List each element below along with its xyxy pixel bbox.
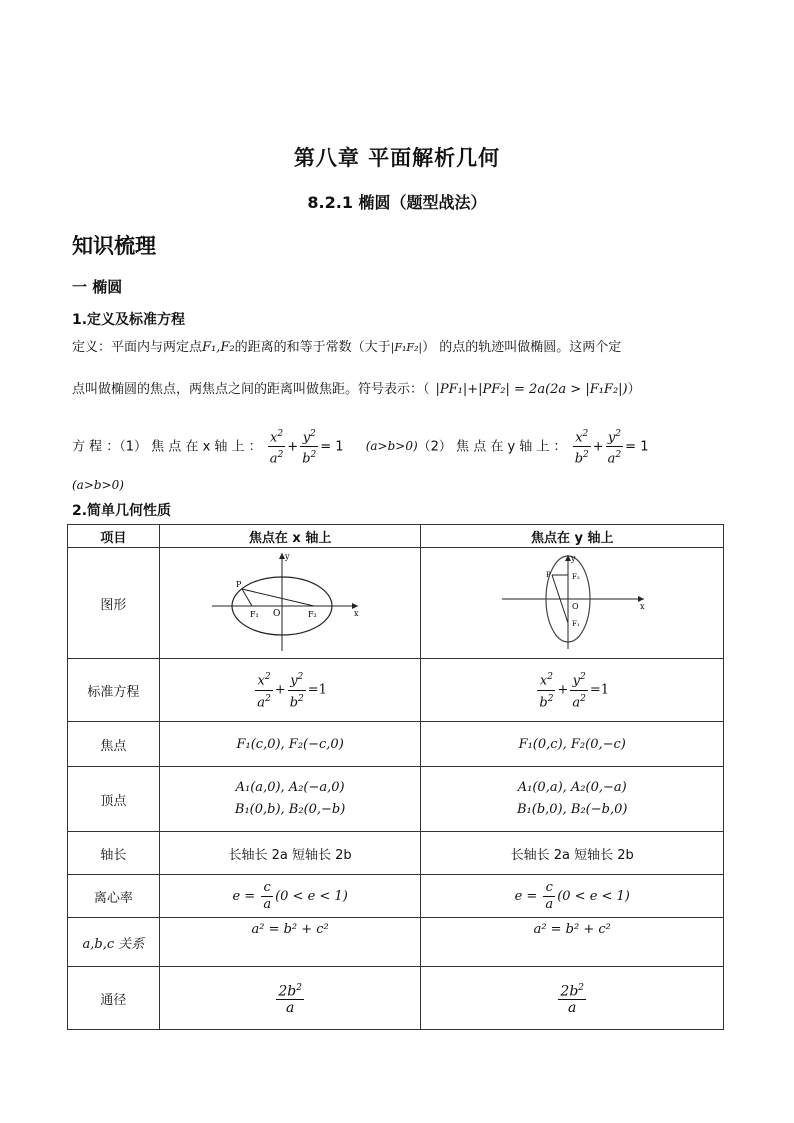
row-label-figure: 图形 (68, 548, 160, 659)
y-axis-label: y (571, 554, 576, 563)
ellipse-y-diagram (492, 551, 652, 651)
focus-f2-label: F₂ (308, 610, 317, 619)
focal-distance-symbol: |F₁F₂| (390, 341, 423, 354)
latus-rectum-y: $\frac{2b^2}{a}$ (421, 967, 724, 1030)
equation-line: 方 程 ：（1） 焦 点 在 x 轴 上 ： $\frac{x^2}{a^2}$ + $\frac{y^2}{b^2}$ = 1 (a>b>0)（2） 焦 点 在 y 轴 上 ： $\frac{x^2}{b^2}$ + $\frac{y^2}{a^2}$ = 1 (72, 426, 722, 470)
definition-formula: |PF₁|+|PF₂| = 2a(2a > |F₁F₂|) (435, 382, 628, 397)
std-eq-x: $\frac{x^2}{a^2}$ + $\frac{y^2}{b^2}$ =1 (159, 659, 421, 722)
table-row (68, 875, 724, 918)
table-row (68, 967, 724, 1030)
lesson-subtitle: 8.2.1 椭圆（题型战法） (307, 193, 487, 212)
eccentricity-y: e = $\frac{c}{a}$ (0 < e < 1) (421, 875, 724, 918)
point-p-label: P (546, 571, 551, 579)
relation-y: a² = b² + c² (421, 918, 724, 967)
topic-heading: 一 椭圆 (72, 278, 123, 296)
properties-table (67, 524, 724, 1030)
table-header-row (68, 525, 724, 548)
header-y-axis: 焦点在 y 轴上 (421, 525, 724, 548)
table-row (68, 548, 724, 659)
definition-line-2: 点叫做椭圆的焦点，两焦点之间的距离叫做焦距。符号表示：（ |PF₁|+|PF₂| = 2a(2a > |F₁F₂|)） (72, 382, 641, 397)
table-row (68, 722, 724, 767)
axis-length-y: 长轴长 2a 短轴长 2b (421, 832, 724, 875)
focus-x: F₁(c,0), F₂(−c,0) (159, 722, 421, 767)
definition-line-1: 定义：平面内与两定点F₁,F₂的距离的和等于常数（大于|F₁F₂|） 的点的轨迹叫做椭圆。这两个定 (72, 340, 622, 355)
table-row (68, 767, 724, 832)
figure-x-ellipse-cell (159, 548, 421, 659)
chapter-title: 第八章 平面解析几何 (293, 146, 501, 170)
vertex-x (159, 767, 421, 832)
header-item: 项目 (68, 525, 160, 548)
focus-y: F₁(0,c), F₂(0,−c) (421, 722, 724, 767)
section-heading: 知识梳理 (72, 234, 156, 258)
x-axis-label: x (354, 609, 359, 618)
origin-label: O (572, 602, 579, 611)
eq2-condition: (a>b>0) (72, 478, 124, 492)
table-row (68, 832, 724, 875)
eq1-y-frac: $\frac{y^2}{b^2}$ (300, 426, 318, 468)
eccentricity-x: e = $\frac{c}{a}$ (0 < e < 1) (159, 875, 421, 918)
x-axis-label: x (640, 602, 645, 611)
ellipse-x-diagram (210, 549, 370, 653)
eq2-y-frac: $\frac{y^2}{a^2}$ (606, 426, 624, 468)
eq2-x-frac: $\frac{x^2}{b^2}$ (573, 426, 591, 468)
vertex-y-a: A₁(0,a), A₂(0,−a) (517, 780, 627, 795)
origin-label: O (273, 609, 281, 619)
eq1-x-frac: $\frac{x^2}{a^2}$ (268, 426, 286, 468)
focus-f2-label: F₂ (572, 573, 580, 581)
latus-rectum-x: $\frac{2b^2}{a}$ (159, 967, 421, 1030)
std-eq-y: $\frac{x^2}{b^2}$ + $\frac{y^2}{a^2}$ =1 (421, 659, 724, 722)
row-label-latus-rectum: 通径 (68, 967, 160, 1030)
row-label-focus: 焦点 (68, 722, 160, 767)
figure-y-ellipse-cell (421, 548, 724, 659)
row-label-standard-equation: 标准方程 (68, 659, 160, 722)
row-label-eccentricity: 离心率 (68, 875, 160, 918)
axis-length-x: 长轴长 2a 短轴长 2b (159, 832, 421, 875)
subheading-definition: 1.定义及标准方程 (72, 312, 186, 328)
vertex-x-a: A₁(a,0), A₂(−a,0) (235, 780, 345, 795)
row-label-vertex: 顶点 (68, 767, 160, 832)
y-axis-label: y (285, 552, 290, 561)
focus-f1-label: F₁ (250, 610, 259, 619)
row-label-abc-relation: a,b,c 关系 (68, 918, 160, 967)
eq1-condition: (a>b>0) (365, 439, 418, 454)
row-label-axis-length: 轴长 (68, 832, 160, 875)
table-row (68, 659, 724, 722)
relation-x: a² = b² + c² (159, 918, 421, 967)
header-x-axis: 焦点在 x 轴上 (159, 525, 421, 548)
vertex-y (421, 767, 724, 832)
foci-symbol: F₁,F₂ (202, 340, 235, 355)
table-row (68, 918, 724, 967)
vertex-x-b: B₁(0,b), B₂(0,−b) (234, 802, 346, 817)
point-p-label: P (236, 580, 242, 589)
vertex-y-b: B₁(b,0), B₂(−b,0) (517, 802, 628, 817)
subheading-properties: 2.简单几何性质 (72, 503, 172, 519)
focus-f1-label: F₁ (572, 620, 580, 628)
